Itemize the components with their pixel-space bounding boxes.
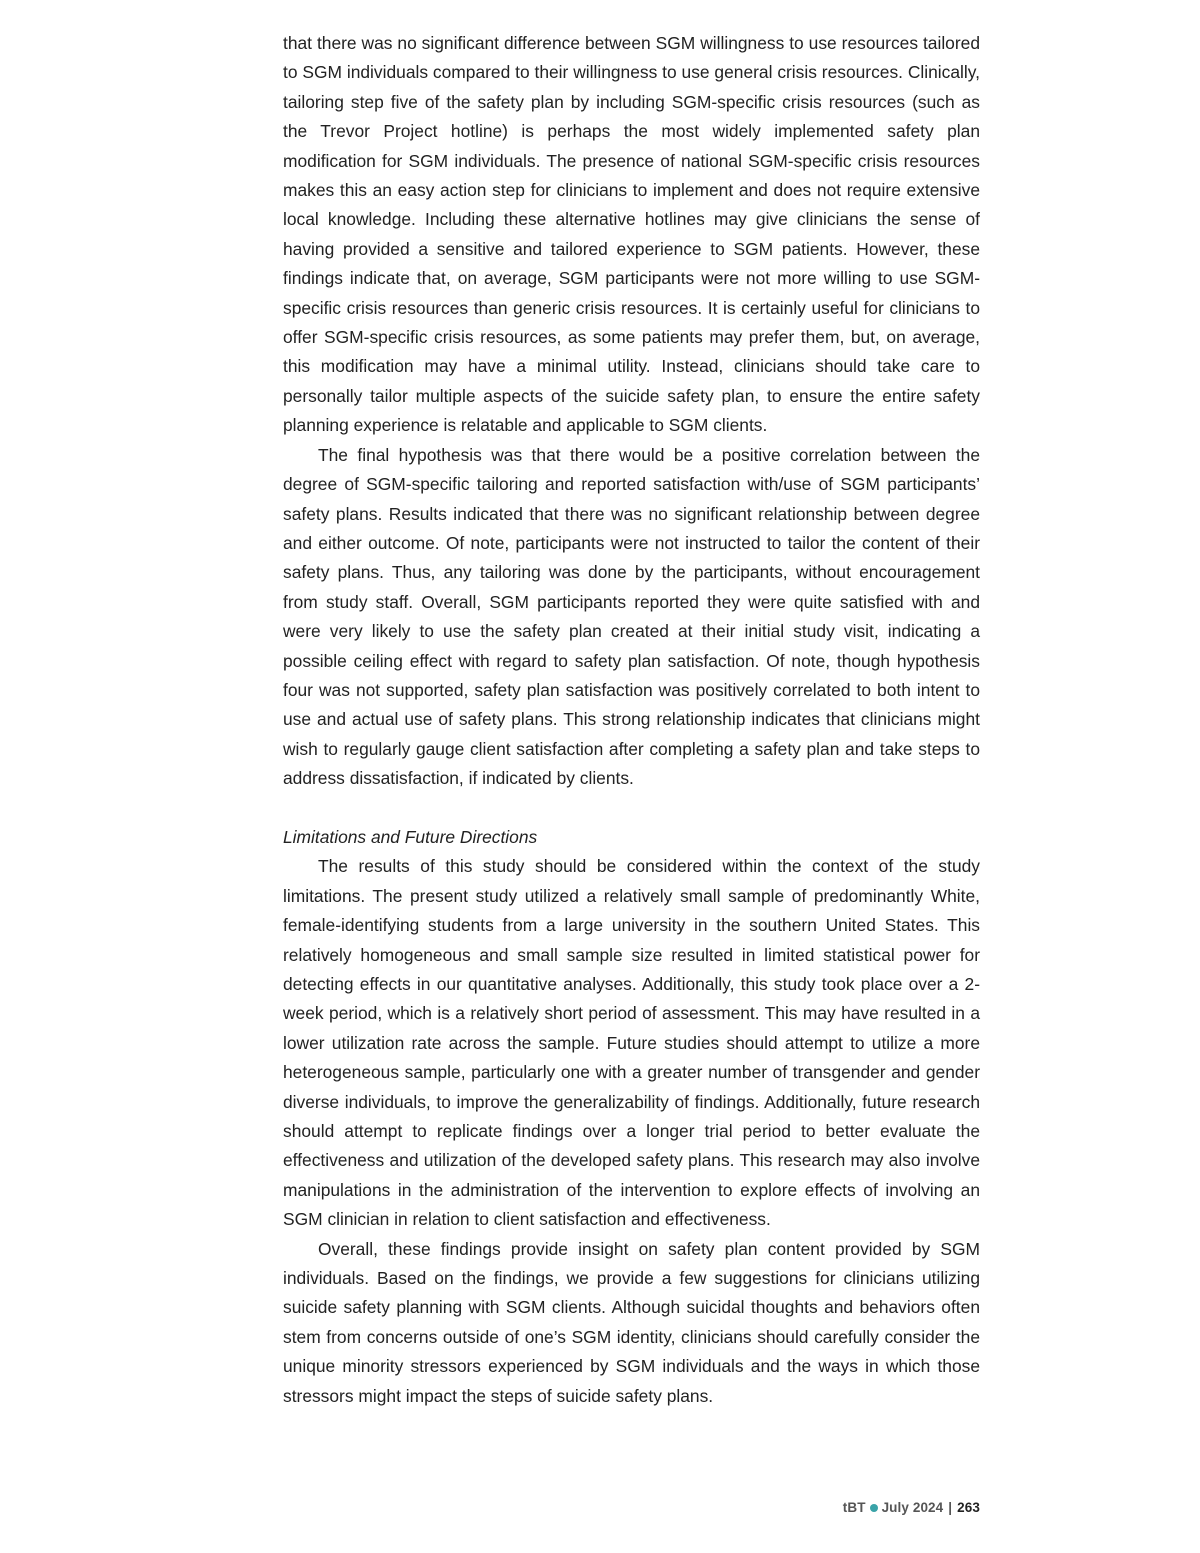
journal-name: tBT <box>842 1500 866 1515</box>
bullet-dot-icon <box>870 1504 878 1512</box>
page-number: 263 <box>957 1500 980 1515</box>
body-paragraph-4: Overall, these findings provide insight on safety plan content provided by SGM individuals. Based on the findings, we provide a few suggestions for clinicians utilizing suicide safety planning with SGM clients. Although suicidal thoughts and behaviors often stem from concerns outside of one’s SGM identity, clinicians should carefully consider the unique minority stressors experienced by SGM individuals and the ways in which those stressors might impact the steps of suicide safety plans. <box>283 1238 980 1406</box>
footer-separator: | <box>948 1500 953 1515</box>
body-paragraph-2: The final hypothesis was that there would be a positive correlation between the degree of SGM-specific tailoring and reported satisfaction with/use of SGM participants’ safety plans. Results indicated that there was no significant relationship between degree and either outcome. Of note, participants were not instructed to tailor the content of their safety plans. Thus, any tailoring was done by the participants, without encouragement from study staff. Overall, SGM participants reported they were quite satisfied with and were very likely to use the safety plan created at their initial study visit, indicating a possible ceiling effect with regard to safety plan satisfaction. Of note, though hypothesis four was not supported, safety plan satisfaction was positively correlated to both intent to use and actual use of safety plans. This strong relationship indicates that clinicians might wish to regularly gauge client satisfaction after completing a safety plan and take steps to address dissatisfaction, if indicated by clients. <box>283 444 980 789</box>
page-footer <box>843 1500 980 1515</box>
body-paragraph-3: The results of this study should be considered within the context of the study limitations. The present study utilized a relatively small sample of predominantly White, female-identifying students from a large university in the southern United States. This relatively homogeneous and small sample size resulted in limited statistical power for detecting effects in our quantitative analyses. Additionally, this study took place over a 2-week period, which is a relatively short period of assessment. This may have resulted in a lower utilization rate across the sample. Future studies should attempt to utilize a more heterogeneous sample, particularly one with a greater number of transgender and gender diverse individuals, to improve the generalizability of findings. Additionally, future research should attempt to replicate findings over a longer trial period to better evaluate the effectiveness and utilization of the developed safety plans. This research may also involve manipulations in the administration of the intervention to explore effects of involving an SGM clinician in relation to client satisfaction and effectiveness. <box>283 856 980 1230</box>
body-paragraph-1: that there was no significant difference between SGM willingness to use resources tailored to SGM individuals compared to their willingness to use general crisis resources. Clinically, tailoring step five of the safety plan by including SGM-specific crisis resources (such as the Trevor Project hotline) is perhaps the most widely implemented safety plan modification for SGM individuals. The presence of national SGM-specific crisis resources makes this an easy action step for clinicians to implement and does not require extensive local knowledge. Including these alternative hotlines may give clinicians the sense of having provided a sensitive and tailored experience to SGM patients. However, these findings indicate that, on average, SGM participants were not more willing to use SGM-specific crisis resources than generic crisis resources. It is certainly useful for clinicians to offer SGM-specific crisis resources, as some patients may prefer them, but, on average, this modification may have a minimal utility. Instead, clinicians should take care to personally tailor multiple aspects of the suicide safety plan, to ensure the entire safety planning experience is relatable and applicable to SGM clients. <box>283 33 980 436</box>
section-heading: Limitations and Future Directions <box>283 826 538 847</box>
article-body <box>283 29 980 1411</box>
issue-date: July 2024 <box>881 1500 944 1515</box>
